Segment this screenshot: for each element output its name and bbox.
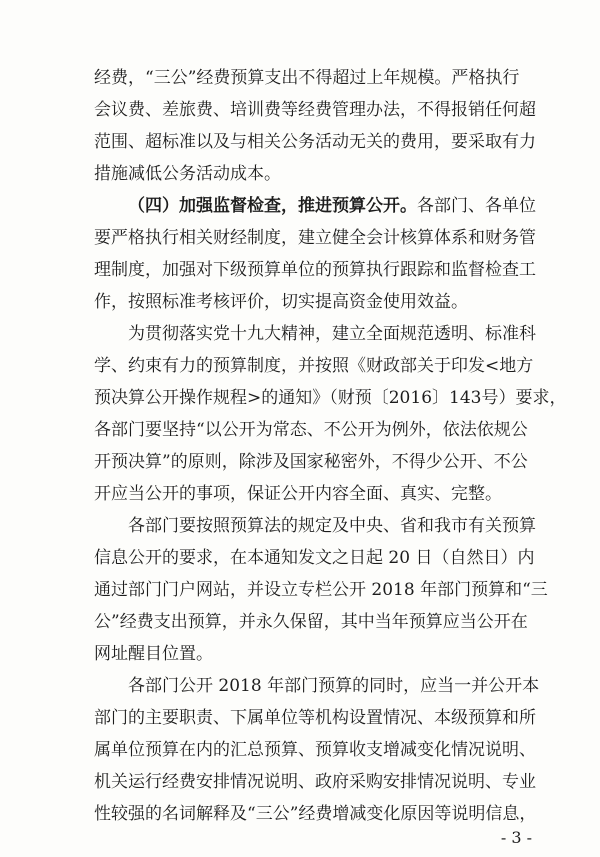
text-line: 性较强的名词解释及“三公”经费增减变化原因等说明信息， — [94, 804, 537, 824]
text-line: 措施减低公务活动成本。 — [94, 164, 281, 184]
text-line: 机关运行经费安排情况说明、政府采购安排情况说明、专业 — [94, 772, 536, 792]
text-line: 预决算公开操作规程>的通知》（财预〔2016〕143号）要求， — [94, 388, 567, 408]
text-line: 会议费、差旅费、培训费等经费管理办法，不得报销任何超 — [94, 100, 536, 120]
text-line: 开应当公开的事项，保证公开内容全面、真实、完整。 — [94, 484, 502, 504]
paragraph-heading-line — [128, 190, 536, 222]
text-line: 经费，“三公”经费预算支出不得超过上年规模。严格执行 — [94, 68, 520, 88]
text-line: 信息公开的要求，在本通知发文之日起 20 日（自然日）内 — [94, 548, 535, 568]
text-line: 理制度，加强对下级预算单位的预算执行跟踪和监督检查工 — [94, 260, 536, 280]
text-line: 各部门公开 2018 年部门预算的同时，应当一并公开本 — [128, 676, 540, 696]
text-line: 部门的主要职责、下属单位等机构设置情况、本级预算和所 — [94, 708, 536, 728]
text-line: 范围、超标准以及与相关公务活动无关的费用，要采取有力 — [94, 132, 536, 152]
text-line: 公”经费支出预算，并永久保留，其中当年预算应当公开在 — [94, 612, 528, 632]
text-line: 各部门要坚持“以公开为常态、不公开为例外，依法依规公 — [94, 420, 528, 440]
text-line: 学、约束有力的预算制度，并按照《财政部关于印发<地方 — [94, 356, 534, 376]
page-number: - 3 - — [500, 828, 532, 847]
section-heading: （四）加强监督检查，推进预算公开。 — [128, 196, 417, 216]
text-line: 各部门要按照预算法的规定及中央、省和我市有关预算 — [128, 516, 536, 536]
text-line: 要严格执行相关财经制度，建立健全会计核算体系和财务管 — [94, 228, 536, 248]
text-line: 作，按照标准考核评价，切实提高资金使用效益。 — [94, 292, 468, 312]
text-line: 为贯彻落实党十九大精神，建立全面规范透明、标准科 — [128, 324, 536, 344]
text-span: 各部门、各单位 — [417, 196, 536, 216]
text-line: 网址醒目位置。 — [94, 644, 213, 664]
text-line: 开预决算”的原则，除涉及国家秘密外，不得少公开、不公 — [94, 452, 528, 472]
text-line: 通过部门门户网站，并设立专栏公开 2018 年部门预算和“三 — [94, 580, 548, 600]
text-line: 属单位预算在内的汇总预算、预算收支增减变化情况说明、 — [94, 740, 536, 760]
